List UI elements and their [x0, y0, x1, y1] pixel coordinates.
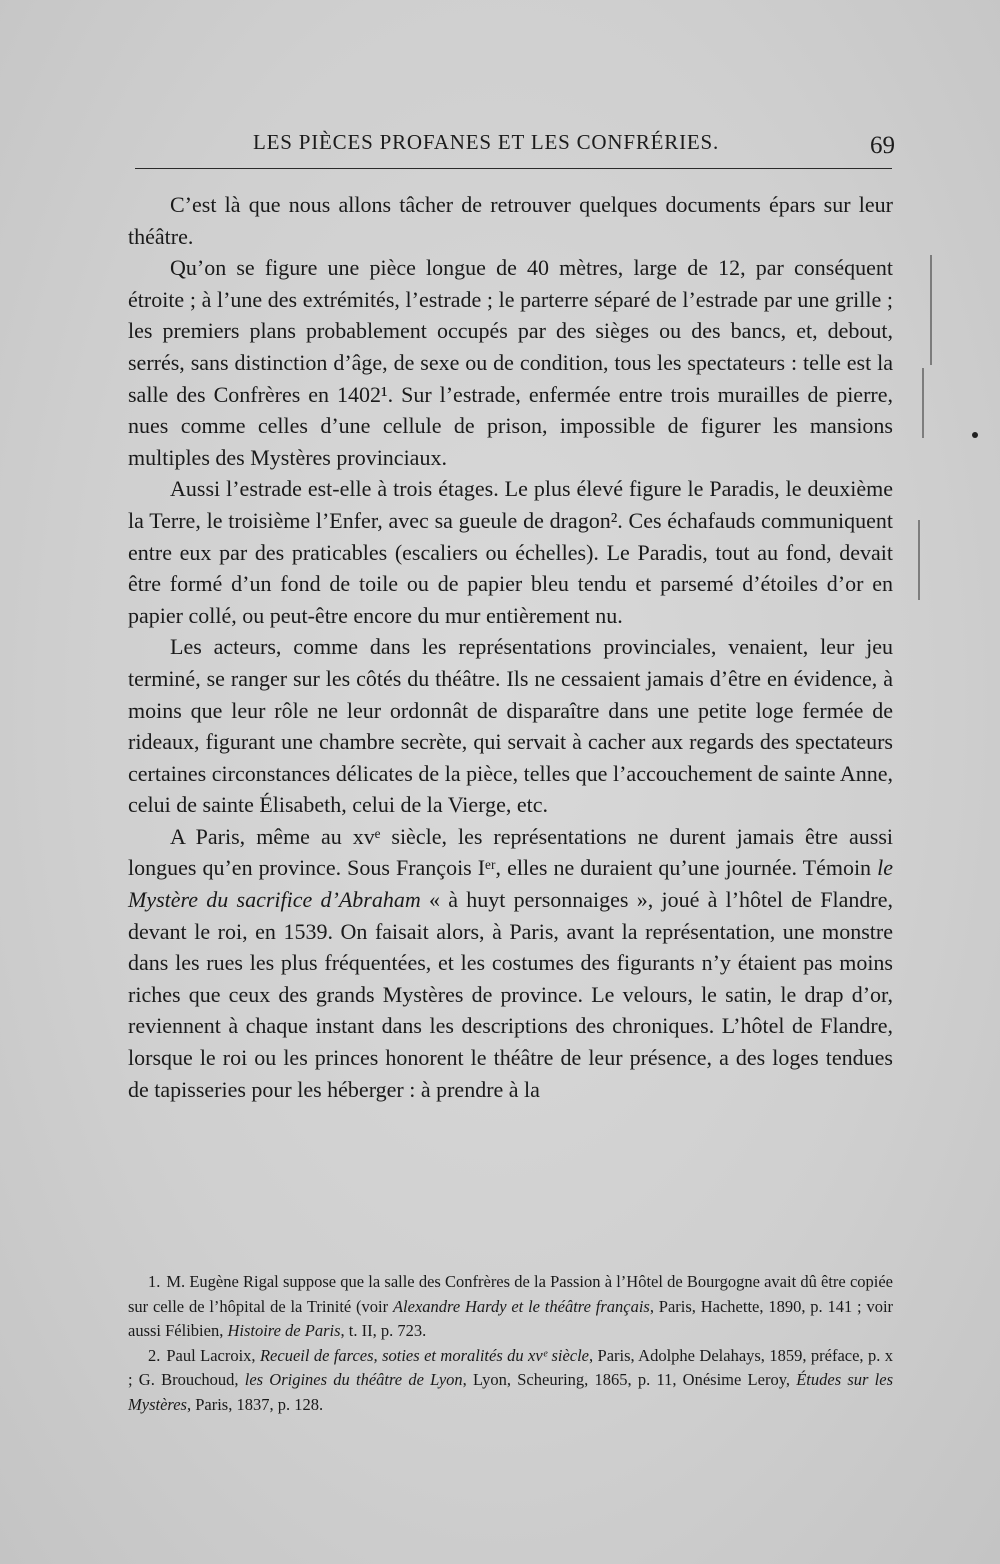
footnote-2-text-4: , Paris, 1837, p. 128. [186, 1394, 324, 1414]
footnote-2-number: 2. [148, 1345, 161, 1365]
footnote-2-text-3: , Lyon, Scheuring, 1865, p. 11, Onésime Leroy, [462, 1370, 797, 1389]
paragraph-4: Les acteurs, comme dans les représentations provinciales, venaient, leur jeu terminé, se ranger sur les côtés du théâtre. Ils ne cessaient jamais d’être en évidence, à moins que leur rôle ne leur ordonnât de disparaître dans une petite loge fermée de rideaux, figurant une chambre secrète, qui servait à cacher aux regards des spectateurs certaines circonstances délicates de la pièce, telles que l’accouchement de sainte Anne, celui de sainte Élisabeth, celui de la Vierge, etc. [128, 634, 893, 818]
footnotes [128, 1270, 893, 1417]
header-rule [135, 168, 892, 169]
paragraph-5-text-1: A Paris, même au xvᵉ siècle, les représentations ne durent jamais être aussi longues qu’en province. Sous François Iᵉʳ, elles ne duraient qu’une journée. Témoin [128, 823, 893, 881]
paragraph-5-text-2: « à huyt personnaiges », joué à l’hôtel de Flandre, devant le roi, en 1539. On faisait alors, à Paris, avant la représentation, une monstre dans les rues les plus fréquentées, et les costumes des figurants n’y étaient pas moins riches que ceux des grands Mystères de province. Le velours, le satin, le drap d’or, reviennent à chaque instant dans les descriptions des chroniques. L’hôtel de Flandre, lorsque le roi ou les princes honorent le théâtre de leur présence, a des loges tendues de tapisseries pour les héberger : à prendre à la [128, 887, 893, 1102]
margin-pencil-mark-2 [922, 368, 924, 438]
footnote-2-italic-2: les Origines du théâtre de Lyon [244, 1370, 463, 1389]
paragraph-1: C’est là que nous allons tâcher de retrouver quelques documents épars sur leur théâtre. [128, 192, 893, 249]
paragraph-3: Aussi l’estrade est-elle à trois étages. Le plus élevé figure le Paradis, le deuxième la Terre, le troisième l’Enfer, avec sa gueule de dragon². Ces échafauds communiquent entre eux par des praticables (escaliers ou échelles). Le Paradis, tout au fond, devait être formé d’un fond de toile ou de papier bleu tendu et parsemé d’étoiles d’or en papier collé, ou peut-être encore du mur entièrement nu. [128, 476, 893, 628]
footnote-1-text-2: , Paris, Hachette, 1890, p. 141 ; voir aussi Félibien, [128, 1296, 894, 1340]
margin-ink-dot [972, 432, 978, 438]
margin-pencil-mark-1 [930, 255, 932, 365]
running-title: LES PIÈCES PROFANES ET LES CONFRÉRIES. [253, 130, 720, 154]
footnote-1-text-3: , t. II, p. 723. [340, 1321, 427, 1340]
footnote-2 [128, 1344, 893, 1418]
footnote-1-italic-2: Histoire de Paris [227, 1321, 341, 1340]
paragraph-5-italic-title: le Mystère du sacrifice d’Abraham [128, 855, 893, 913]
paragraph-2: Qu’on se figure une pièce longue de 40 mètres, large de 12, par conséquent étroite ; à l’une des extrémités, l’estrade ; le parterre séparé de l’estrade par une grille ; les premiers plans probablement occupés par des sièges ou des bancs, et, debout, serrés, sans distinction d’âge, de sexe ou de condition, tous les spectateurs : telle est la salle des Confrères en 1402¹. Sur l’estrade, enfermée entre trois murailles de pierre, nues comme celles d’une cellule de prison, impossible de figurer les mansions multiples des Mystères provinciaux. [128, 255, 893, 470]
footnote-2-text-1: Paul Lacroix, [166, 1345, 260, 1365]
footnote-2-italic-3: Études sur les Mystères [128, 1370, 893, 1414]
footnote-2-italic-1: Recueil de farces, soties et moralités du xvᵉ siècle [259, 1345, 590, 1365]
page-number: 69 [870, 132, 895, 159]
footnote-1-number: 1. [148, 1272, 161, 1291]
footnote-1 [128, 1270, 893, 1344]
running-head [135, 128, 895, 168]
margin-pencil-mark-3 [918, 520, 920, 600]
footnote-2-text-2: , Paris, Adolphe Delahays, 1859, préface, p. x ; G. Brouchoud, [128, 1345, 893, 1389]
paragraph-5 [128, 821, 893, 1105]
footnote-1-text-1: M. Eugène Rigal suppose que la salle des Confrères de la Passion à l’Hôtel de Bourgogne avait dû être copiée sur celle de l’hôpital de la Trinité (voir [128, 1272, 893, 1316]
body-text [128, 189, 893, 1105]
footnote-1-italic-1: Alexandre Hardy et le théâtre français [392, 1296, 650, 1316]
